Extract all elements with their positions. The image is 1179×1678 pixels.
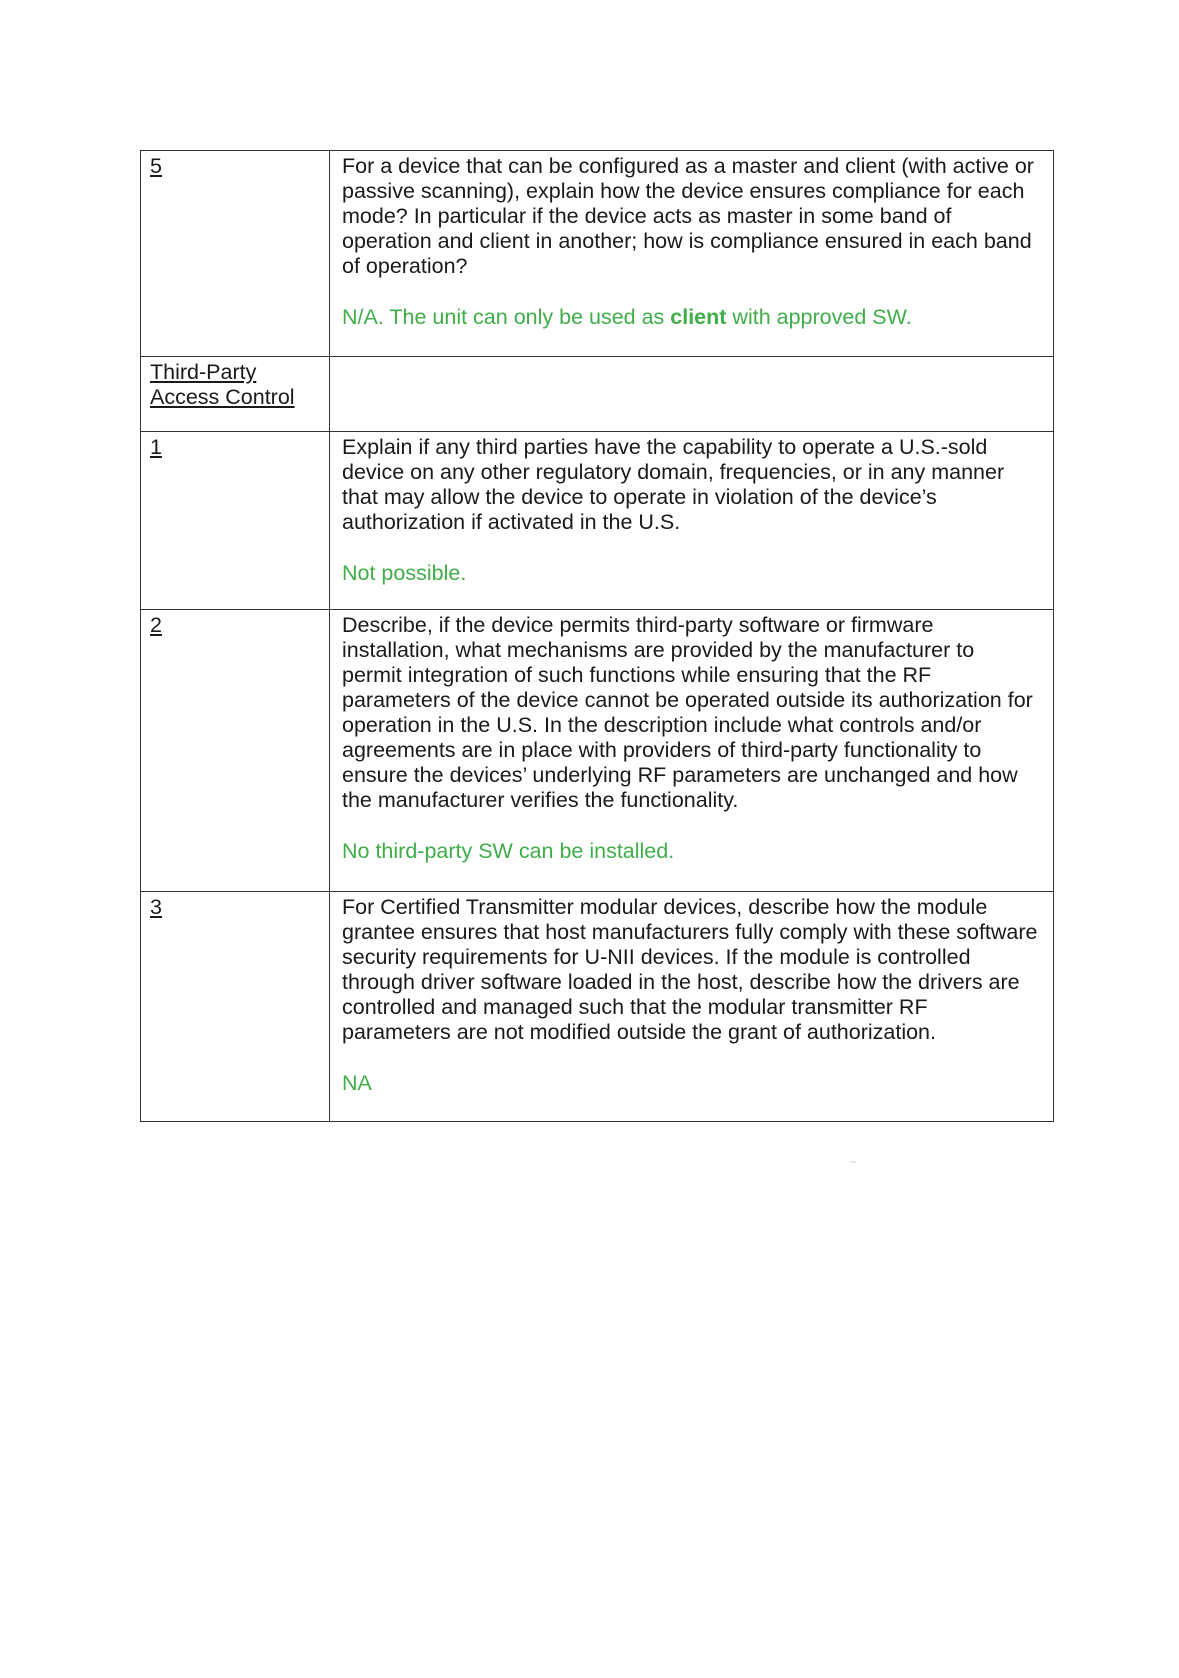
table-row	[141, 610, 1054, 892]
row-number: 1	[150, 435, 162, 459]
question-text: For Certified Transmitter modular devices, describe how the module grantee ensures that host manufacturers fully comply with these software security requirements for U-NII devices. If the module is controlled through driver software loaded in the host, describe how the drivers are controlled and managed such that the modular transmitter RF parameters are not modified outside the grant of authorization.	[342, 895, 1038, 1044]
answer-text: Not possible.	[342, 561, 467, 585]
question-text: Describe, if the device permits third-party software or firmware installation, what mechanisms are provided by the manufacturer to permit integration of such functions while ensuring that the RF parameters of the device cannot be operated outside its authorization for operation in the U.S. In the description include what controls and/or agreements are in place with providers of third-party functionality to ensure the devices’ underlying RF parameters are unchanged and how the manufacturer verifies the functionality.	[342, 613, 1033, 812]
answer-text: N/A. The unit can only be used as client with approved SW.	[342, 305, 912, 329]
question-text: Explain if any third parties have the capability to operate a U.S.-sold device on any other regulatory domain, frequencies, or in any manner that may allow the device to operate in violation of the device’s authorization if activated in the U.S.	[342, 435, 1005, 534]
answer-text: No third-party SW can be installed.	[342, 839, 675, 863]
question-cell	[330, 151, 1054, 357]
answer-text: NA	[342, 1071, 372, 1095]
table-row	[141, 151, 1054, 357]
security-questions-table	[140, 150, 1054, 1122]
scan-speck	[850, 1161, 856, 1163]
question-cell	[330, 610, 1054, 892]
question-cell	[330, 432, 1054, 610]
row-number-cell	[141, 610, 330, 892]
section-header-row	[141, 357, 1054, 432]
row-number-cell	[141, 892, 330, 1122]
row-number: 3	[150, 895, 162, 919]
row-number-cell	[141, 151, 330, 357]
table-row	[141, 892, 1054, 1122]
section-title: Third-Party Access Control	[150, 360, 295, 409]
row-number: 2	[150, 613, 162, 637]
section-empty-cell	[330, 357, 1054, 432]
question-cell	[330, 892, 1054, 1122]
row-number: 5	[150, 154, 162, 178]
question-text: For a device that can be configured as a master and client (with active or passive scanning), explain how the device ensures compliance for each mode? In particular if the device acts as master in some band of operation and client in another; how is compliance ensured in each band of operation?	[342, 154, 1034, 278]
answer-emphasis: client	[670, 305, 727, 329]
section-title-cell	[141, 357, 330, 432]
row-number-cell	[141, 432, 330, 610]
table-row	[141, 432, 1054, 610]
